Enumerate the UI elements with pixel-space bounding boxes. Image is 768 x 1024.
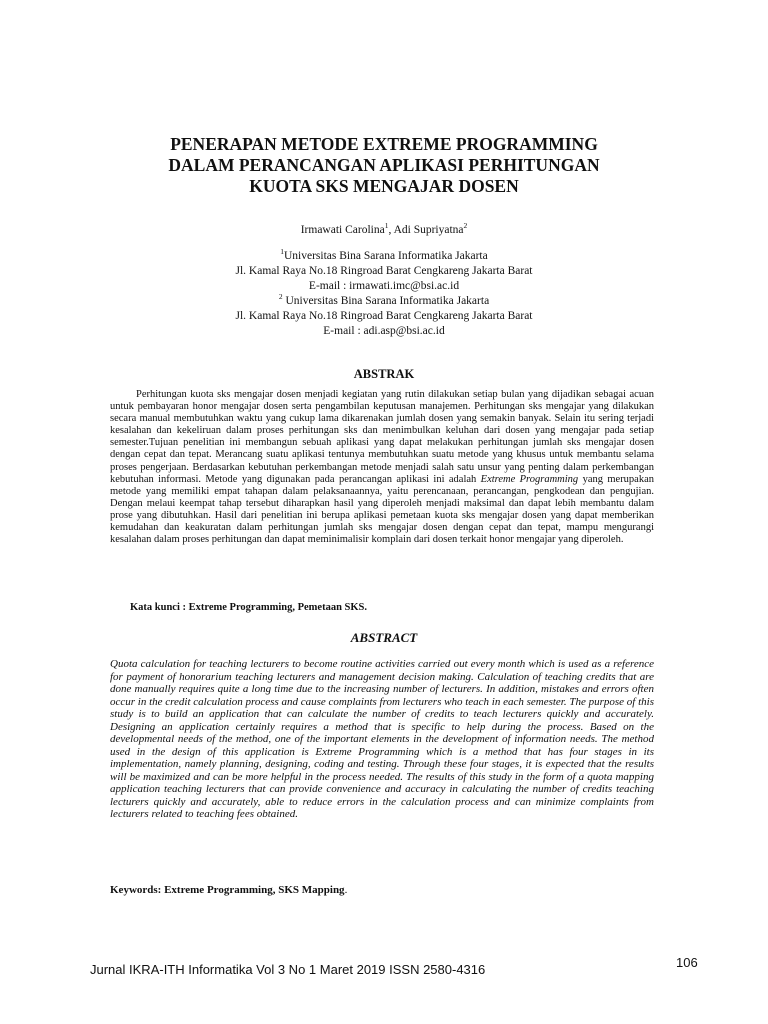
footer-journal: Jurnal IKRA-ITH Informatika Vol 3 No 1 Maret 2019 ISSN 2580-4316 [90,962,486,977]
abstract-heading: ABSTRACT [350,630,418,645]
abstrak-heading: ABSTRAK [353,367,415,381]
affiliation-text: Universitas Bina Sarana Informatika Jakarta [282,295,490,307]
abstract-body: Quota calculation for teaching lecturers to become routine activities carried out every month which is used as a reference for payment of honorarium teaching lecturers and management decision making. Calculation of teaching credits that are done manually requires quite a long time due to the increasing number of lecturers. In addition, mistakes and errors often occur in the credit calculation process and cause complaints from lecturers who teach in each semester. The purpose of this study is to build an application that can calculate the number of credits to teach lecturers quickly and accurately. Designing an application certainly requires a method that is specific to help during the process. Based on the developmental needs of the method, one of the important elements in the development of information needs. The method used in the design of this application is Extreme Programming which is a method that has four stages in its implementation, namely planning, designing, coding and testing. Through these four stages, it is expected that the results will be maximized and can be more helpful in the process needed. The results of this study in the form of a quota mapping application teaching lecturers that can provide convenience and accuracy in calculating the number of credits teaching lecturers quickly and accurately, able to reduce errors in the calculation process and can minimize complaints from lecturers related to teaching fees obtained. [110,658,655,820]
title-line: PENERAPAN METODE EXTREME PROGRAMMING [170,134,598,154]
keywords-text: Keywords: Extreme Programming, SKS Mapping [110,884,345,896]
kata-kunci: Kata kunci : Extreme Programming, Pemetaan SKS. [130,602,368,613]
affiliations [100,249,668,339]
affiliation-email: E-mail : adi.asp@bsi.ac.id [323,325,445,337]
author-name: Adi Supriyatna [393,224,464,236]
paper-title [100,134,668,197]
author-superscript: 2 [463,221,468,231]
abstrak-emphasis: Extreme Programming [480,473,579,485]
title-line: KUOTA SKS MENGAJAR DOSEN [249,176,519,196]
abstrak-body [110,389,654,546]
abstrak-text: Perhitungan kuota sks mengajar dosen menjadi kegiatan yang rutin dilakukan setiap bulan yang dijadikan sebagai acuan untuk pembayaran honor mengajar dosen serta pengambilan keputusan manajemen. Perhitungan sks mengajar yang dilakukan secara manual membutuhkan waktu yang cukup lama dikarenakan jumlah dosen yang semakin banyak. Selain itu sering terjadi kesalahan dan kekeliruan dalam proses perhitungan sks dan menimbulkan keluhan dari dosen yang mengajar pada setiap semester.Tujuan penelitian ini membangun sebuah aplikasi yang dapat melakukan perhitungan jumlah sks mengajar dosen dengan cepat dan tepat. Merancang suatu aplikasi tentunya membutuhkan suatu metode yang khusus untuk membantu selama proses pengerjaan. Berdasarkan kebutuhan perkembangan metode menjadi salah satu unsur yang penting dalam perkembangan kebutuhan informasi. Metode yang digunakan pada perancangan aplikasi ini adalah [110,389,654,485]
affiliation-superscript: 2 [278,292,283,302]
keywords [110,884,654,896]
affiliation-email: E-mail : irmawati.imc@bsi.ac.id [308,280,460,292]
keywords-period: . [344,884,348,896]
title-line: DALAM PERANCANGAN APLIKASI PERHITUNGAN [168,155,600,175]
author-superscript: 1 [384,221,389,231]
author-list [100,221,668,236]
affiliation-superscript: 1 [280,247,284,257]
affiliation-name [100,249,668,264]
affiliation-text: Universitas Bina Sarana Informatika Jakarta [284,250,488,262]
page-number: 106 [676,955,698,970]
author-name: Irmawati Carolina [300,224,385,236]
affiliation-address: Jl. Kamal Raya No.18 Ringroad Barat Cengkareng Jakarta Barat [235,310,533,322]
author-separator: , [388,224,394,236]
affiliation-address: Jl. Kamal Raya No.18 Ringroad Barat Cengkareng Jakarta Barat [235,265,533,277]
abstrak-text: yang merupakan metode yang memiliki empat tahapan dalam pelaksanaannya, yaitu perencanaan, perancangan, pengkodean dan pengujian. Dengan melaui keempat tahap tersebut diharapkan hasil yang diperoleh menjadi maksimal dan dapat lebih membantu dalam prose yang dibutuhkan. Hasil dari penelitian ini berupa aplikasi pemetaan kuota sks mengajar dosen yang dapat memberikan kemudahan dan keakuratan dalam perhitungan jumlah sks mengajar dosen dengan cepat dan tepat, mampu mengurangi kesalahan dalam proses perhitungan dan dapat meminimalisir komplain dari dosen terkait honor mengajar yang diperoleh. [110,473,655,546]
affiliation-name [100,294,668,309]
